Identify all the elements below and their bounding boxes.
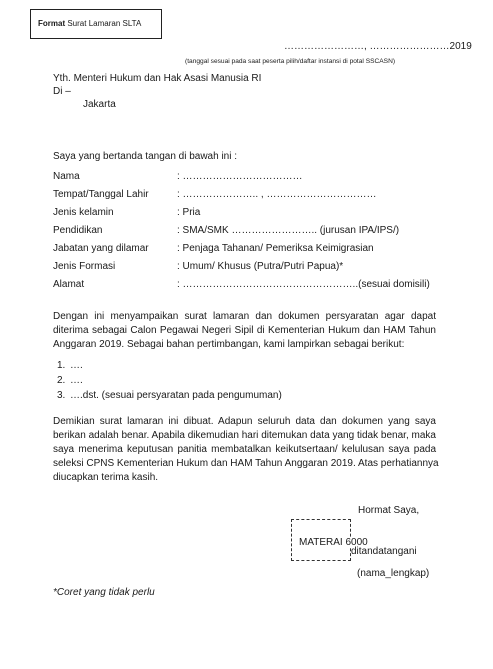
closing-greeting: Hormat Saya, bbox=[358, 505, 420, 516]
field-value-formation: : Umum/ Khusus (Putra/Putri Papua)* bbox=[177, 261, 344, 272]
paragraph-line: Dengan ini menyampaikan surat lamaran dan dokumen persyaratan agar dapat bbox=[53, 311, 436, 322]
field-label-formation: Jenis Formasi bbox=[53, 261, 116, 272]
field-value-position: : Penjaga Tahanan/ Pemeriksa Keimigrasian bbox=[177, 243, 374, 254]
paragraph-line: Demikian surat lamaran ini dibuat. Adapun seluruh data dan dokumen yang saya bbox=[53, 416, 436, 427]
field-label-ttl: Tempat/Tanggal Lahir bbox=[53, 189, 149, 200]
paragraph-line: diterima sebagai Calon Pegawai Negeri Sipil di Kementerian Hukum dan HAM Tahun bbox=[53, 325, 436, 336]
field-value-nama: : ……………………………… bbox=[177, 171, 303, 182]
signed-label: ditandatangani bbox=[351, 546, 417, 557]
field-label-education: Pendidikan bbox=[53, 225, 103, 236]
list-item-text: …. bbox=[70, 360, 83, 371]
date-line: ……………………, ……………………2019 bbox=[284, 41, 472, 52]
format-title-box bbox=[30, 9, 162, 39]
list-item-text: …. bbox=[70, 375, 83, 386]
list-item-number: 3. bbox=[57, 390, 66, 401]
field-value-gender: : Pria bbox=[177, 207, 201, 218]
list-item-number: 2. bbox=[57, 375, 66, 386]
list-item-number: 1. bbox=[57, 360, 66, 371]
footnote: *Coret yang tidak perlu bbox=[53, 587, 155, 598]
name-placeholder: (nama_lengkap) bbox=[357, 568, 430, 579]
field-label-address: Alamat bbox=[53, 279, 85, 290]
paragraph-line: saya menerima keputusan panitia membatalkan keikutsertaan/ kelulusan saya pada bbox=[53, 444, 436, 455]
field-value-education: : SMA/SMK …………………….. (jurusan IPA/IPS/) bbox=[177, 225, 400, 236]
paragraph-line: seleksi CPNS Kementerian Hukum dan HAM Tahun Anggaran 2019. Atas perhatiannya bbox=[53, 458, 439, 469]
paragraph-line: diucapkan terima kasih. bbox=[53, 472, 159, 483]
recipient-line-1: Yth. Menteri Hukum dan Hak Asasi Manusia RI bbox=[53, 73, 262, 84]
field-value-ttl: : ………………….. , …………………………… bbox=[177, 189, 377, 200]
field-label-nama: Nama bbox=[53, 171, 80, 182]
format-label-bold: Format bbox=[38, 19, 66, 28]
stamp-label: MATERAI 6000 bbox=[299, 537, 368, 548]
format-label-rest: Surat Lamaran SLTA bbox=[65, 19, 142, 28]
list-item-text: ….dst. (sesuai persyaratan pada pengumuman) bbox=[70, 390, 282, 401]
field-label-position: Jabatan yang dilamar bbox=[53, 243, 149, 254]
date-note: (tanggal sesuai pada saat peserta pilih/daftar instansi di potal SSCASN) bbox=[185, 58, 396, 65]
recipient-line-3: Jakarta bbox=[83, 99, 116, 110]
paragraph-line: berikan adalah benar. Apabila dikemudian hari ditemukan data yang tidak benar, maka bbox=[53, 430, 436, 441]
intro-text: Saya yang bertanda tangan di bawah ini : bbox=[53, 151, 238, 162]
paragraph-line: Anggaran 2019. Sebagai bahan pertimbangan, kami lampirkan sebagai berikut: bbox=[53, 339, 405, 350]
field-label-gender: Jenis kelamin bbox=[53, 207, 114, 218]
recipient-line-2: Di – bbox=[53, 86, 71, 97]
field-value-address: : ……………………………………………..(sesuai domisili) bbox=[177, 279, 430, 290]
